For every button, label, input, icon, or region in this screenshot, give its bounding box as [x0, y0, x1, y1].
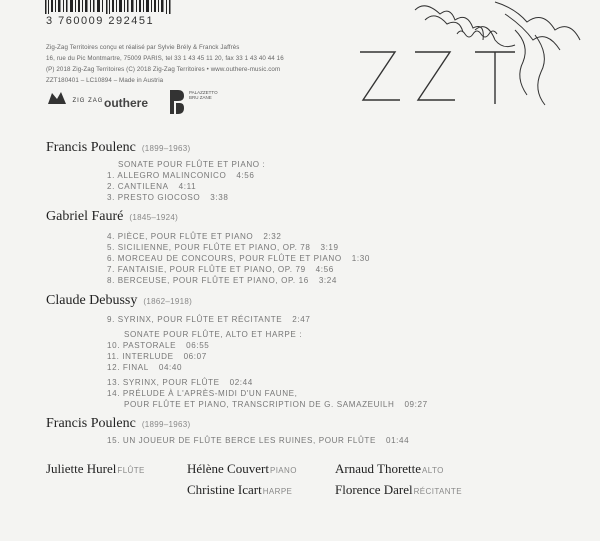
track-duration: 02:44: [229, 378, 253, 387]
track-label: 2. CANTILENA: [107, 182, 169, 191]
track-label: 12. FINAL: [107, 363, 149, 372]
composer-heading: [46, 140, 191, 156]
composer-dates: (1899–1963): [141, 144, 191, 153]
composer-name: Claude Debussy: [46, 293, 138, 308]
performer: [335, 461, 444, 477]
work-heading: SONATE POUR FLÛTE ET PIANO :: [118, 160, 266, 169]
composer-dates: (1862–1918): [143, 297, 193, 306]
performer-role: FLÛTE: [117, 466, 145, 475]
composer-heading: [46, 209, 178, 225]
track-row: [107, 363, 182, 372]
track-duration: 4:56: [315, 265, 334, 274]
track-label: 13. SYRINX, POUR FLÛTE: [107, 378, 220, 387]
track-duration: 06:55: [186, 341, 210, 350]
track-duration: 2:32: [263, 232, 282, 241]
track-row: [107, 352, 207, 361]
letter-z: [415, 52, 455, 100]
performer-role: RÉCITANTE: [413, 487, 462, 496]
outhere-logo: outhere: [104, 96, 149, 110]
track-duration: 06:07: [183, 352, 207, 361]
credit-line: (P) 2018 Zig-Zag Territoires (C) 2018 Zig-Zag Territoires • www.outhere-music.com: [46, 66, 281, 73]
work-heading: SONATE POUR FLÛTE, ALTO ET HARPE :: [124, 330, 303, 339]
performer: [187, 461, 297, 477]
track-label: 3. PRESTO GIOCOSO: [107, 193, 201, 202]
composer-dates: (1899–1963): [141, 420, 191, 429]
track-label: 15. UN JOUEUR DE FLÛTE BERCE LES RUINES, POUR FLÛTE: [107, 436, 376, 445]
performer-name: Hélène Couvert: [187, 461, 269, 476]
performer-name: Arnaud Thorette: [335, 461, 422, 476]
track-row: [107, 171, 255, 180]
track-duration: 1:30: [351, 254, 370, 263]
lion-icon: [46, 90, 68, 106]
performer-name: Florence Darel: [335, 482, 413, 497]
lion-artwork: [355, 0, 585, 110]
zig-zag-logo-text: ZIG ZAG: [72, 98, 104, 104]
track-label: 1. ALLEGRO MALINCONICO: [107, 171, 227, 180]
track-label: 10. PASTORALE: [107, 341, 177, 350]
track-row: [107, 378, 253, 387]
track-duration: 3:24: [318, 276, 337, 285]
track-row: [107, 315, 310, 324]
track-row: [107, 182, 196, 191]
composer-dates: (1845–1924): [129, 213, 179, 222]
track-row: [107, 341, 209, 350]
composer-heading: [46, 416, 191, 432]
track-duration: 4:56: [236, 171, 255, 180]
palazzetto-logo: [168, 88, 218, 121]
track-row: [107, 265, 334, 274]
performer-name: Christine Icart: [187, 482, 262, 497]
performer-role: PIANO: [269, 466, 297, 475]
composer-name: Francis Poulenc: [46, 416, 136, 431]
letter-z: [360, 52, 400, 100]
palazzetto-logo-text: PALAZZETTO BRU ZANE: [189, 90, 218, 100]
track-label: 7. FANTAISIE, POUR FLÛTE ET PIANO, OP. 79: [107, 265, 306, 274]
credit-line: ZZT180401 – LC10894 – Made in Austria: [46, 77, 164, 84]
track-row: [107, 254, 370, 263]
composer-name: Francis Poulenc: [46, 140, 136, 155]
track-label: 6. MORCEAU DE CONCOURS, POUR FLÛTE ET PIANO: [107, 254, 342, 263]
track-row: [107, 276, 337, 285]
composer-heading: [46, 293, 192, 309]
track-label: 5. SICILIENNE, POUR FLÛTE ET PIANO, OP. 78: [107, 243, 311, 252]
track-duration: 3:19: [320, 243, 339, 252]
letter-t: [475, 52, 515, 104]
palazzetto-icon: [168, 88, 186, 116]
track-label: 9. SYRINX, POUR FLÛTE ET RÉCITANTE: [107, 315, 283, 324]
track-row: [107, 193, 228, 202]
track-row: [107, 436, 409, 445]
track-row: [124, 400, 428, 409]
performer-role: ALTO: [422, 466, 444, 475]
track-label: 8. BERCEUSE, POUR FLÛTE ET PIANO, OP. 16: [107, 276, 309, 285]
track-label: 11. INTERLUDE: [107, 352, 174, 361]
track-label: 4. PIÈCE, POUR FLÛTE ET PIANO: [107, 232, 254, 241]
track-duration: 01:44: [385, 436, 410, 445]
track-duration: 4:11: [178, 182, 197, 191]
zig-zag-logo: [46, 90, 103, 111]
track-row: 14. PRÉLUDE À L'APRÈS-MIDI D'UN FAUNE,: [107, 389, 298, 398]
credit-line: 16, rue du Pic Montmartre, 75009 PARIS, tel 33 1 43 45 11 20, fax 33 1 43 40 44 16: [46, 55, 284, 62]
track-duration: 3:38: [210, 193, 229, 202]
track-row: [107, 232, 282, 241]
performer: [187, 482, 292, 498]
track-label: POUR FLÛTE ET PIANO, TRANSCRIPTION DE G. SAMAZEUILH: [124, 400, 395, 409]
track-duration: 09:27: [404, 400, 428, 409]
performer-name: Juliette Hurel: [46, 461, 117, 476]
performer: [335, 482, 462, 498]
performer: [46, 461, 145, 477]
track-duration: 2:47: [292, 315, 311, 324]
credit-line: Zig-Zag Territoires conçu et réalisé par Sylvie Brély & Franck Jaffrès: [46, 44, 240, 51]
composer-name: Gabriel Fauré: [46, 209, 124, 224]
barcode-number: 3 760009 292451: [46, 15, 155, 27]
performer-role: HARPE: [262, 487, 293, 496]
track-row: [107, 243, 339, 252]
track-duration: 04:40: [158, 363, 183, 372]
barcode: [45, 0, 172, 14]
